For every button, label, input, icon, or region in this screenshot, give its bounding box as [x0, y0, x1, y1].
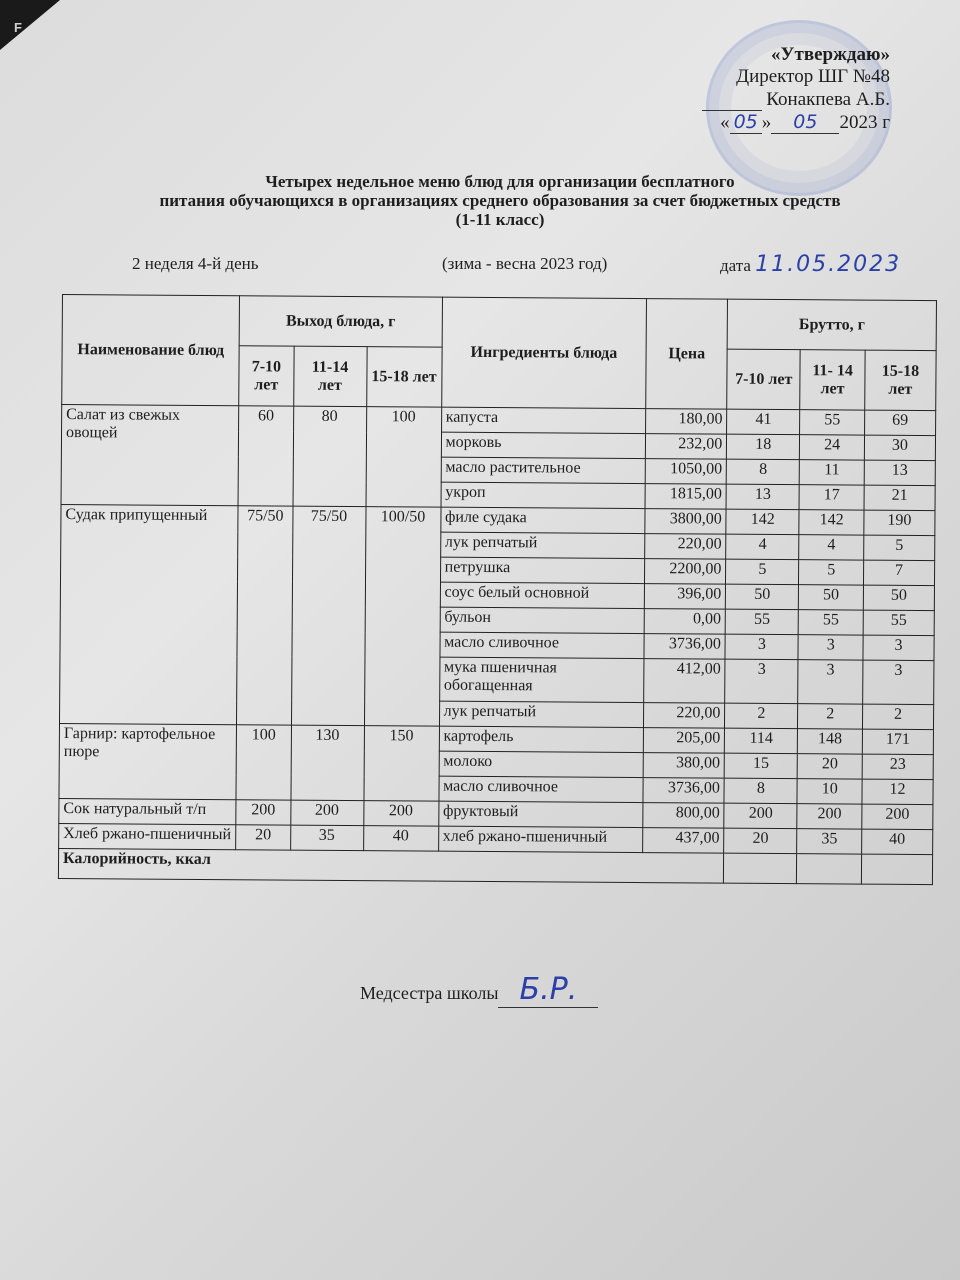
ingredient-price: 800,00: [643, 803, 725, 829]
gross-age2: 4: [799, 535, 864, 560]
ingredient-name: капуста: [441, 407, 646, 433]
gross-age1: 114: [725, 728, 798, 754]
gross-age1: 55: [725, 609, 798, 635]
table-row: [59, 723, 933, 754]
yield-age2: 75/50: [291, 506, 366, 726]
gross-age3: 23: [862, 754, 933, 779]
ingredient-name: хлеб ржано-пшеничный: [438, 826, 643, 852]
gross-age1: 18: [727, 434, 800, 460]
header-yield-age1: 7-10 лет: [239, 346, 294, 406]
header-yield: Выход блюда, г: [239, 296, 442, 347]
header-dish-name: Наименование блюд: [62, 295, 240, 406]
ingredient-price: 220,00: [643, 703, 725, 729]
gross-age3: 50: [863, 585, 934, 610]
approval-year: 2023 г: [839, 112, 890, 133]
ingredient-name: петрушка: [440, 557, 645, 583]
gross-age2: 20: [797, 754, 862, 779]
gross-age1: 41: [727, 409, 800, 435]
gross-age2: 2: [798, 704, 863, 729]
ingredient-price: 232,00: [645, 434, 727, 460]
handwritten-date: 11.05.2023: [755, 252, 902, 277]
gross-age1: 2: [725, 703, 798, 729]
ingredient-name: лук репчатый: [440, 532, 645, 558]
gross-age3: 3: [863, 635, 934, 660]
yield-age3: 200: [363, 801, 438, 827]
gross-age1: 13: [726, 484, 799, 510]
director-signature: [702, 88, 762, 111]
document-title: Четырех недельное меню блюд для организации бесплатного питания обучающихся в организациях среднего образования за счет бюджетных средств (1-11 класс): [159, 172, 841, 229]
director-name: Конакпева А.Б.: [766, 89, 890, 110]
approval-month: 05: [771, 111, 839, 134]
header-ingredients: Ингредиенты блюда: [441, 297, 646, 408]
week-day: 2 неделя 4-й день: [132, 254, 259, 273]
gross-age2: 55: [798, 610, 863, 635]
gross-age3: 171: [862, 729, 933, 754]
ingredient-name: масло сливочное: [440, 632, 645, 658]
dish-name: Гарнир: картофельное пюре: [59, 723, 237, 799]
header-gross: Брутто, г: [727, 299, 936, 350]
header-gross-age3: 15-18 лет: [865, 350, 936, 410]
gross-age2: 55: [800, 410, 865, 435]
gross-age2: 3: [798, 635, 863, 660]
gross-age2: 50: [799, 585, 864, 610]
gross-age2: 11: [800, 460, 865, 485]
yield-age1: 60: [238, 406, 293, 506]
gross-age1: 3: [725, 659, 798, 704]
gross-age2: 148: [798, 729, 863, 754]
corner-mark: F: [14, 20, 22, 35]
ingredient-name: укроп: [441, 482, 646, 508]
approval-block: [702, 44, 890, 134]
gross-age3: 200: [862, 804, 933, 829]
ingredient-name: масло сливочное: [439, 776, 644, 802]
ingredient-name: мука пшеничная обогащенная: [439, 657, 644, 702]
ingredient-price: 380,00: [643, 753, 725, 779]
header-price: Цена: [646, 299, 728, 410]
header-gross-age2: 11- 14 лет: [800, 350, 865, 410]
gross-age3: 5: [864, 535, 935, 560]
gross-age3: 12: [862, 779, 933, 804]
nurse-label: Медсестра школы: [360, 983, 499, 1003]
season: (зима - весна 2023 год): [442, 254, 608, 273]
ingredient-name: масло растительное: [441, 457, 646, 483]
gross-age2: 3: [798, 660, 863, 704]
gross-age2: 17: [799, 485, 864, 510]
gross-age3: 2: [862, 704, 933, 729]
ingredient-price: 437,00: [643, 828, 725, 854]
yield-age2: 35: [290, 825, 363, 851]
gross-age1: 20: [724, 828, 797, 854]
ingredient-price: 205,00: [643, 728, 725, 754]
yield-age1: 75/50: [237, 506, 293, 725]
approval-heading: «Утверждаю»: [771, 44, 890, 65]
gross-age1: 50: [726, 584, 799, 610]
ingredient-price: 3736,00: [643, 778, 725, 804]
yield-age3: 100/50: [364, 507, 441, 727]
approval-date: « 05 » 05 2023 г: [720, 111, 890, 133]
ingredient-name: картофель: [439, 726, 644, 752]
gross-age2: 142: [799, 510, 864, 535]
ingredient-price: 0,00: [644, 609, 726, 635]
header-gross-age1: 7-10 лет: [727, 349, 800, 410]
yield-age2: 80: [293, 406, 367, 507]
yield-age1: 200: [236, 800, 290, 825]
dish-name: Хлеб ржано-пшеничный: [59, 823, 236, 849]
gross-age3: 3: [863, 660, 934, 704]
gross-age2: 200: [797, 804, 862, 829]
gross-age2: 10: [797, 779, 862, 804]
table-row: [61, 504, 935, 535]
yield-age2: 200: [290, 800, 363, 826]
ingredient-name: соус белый основной: [440, 582, 645, 608]
calories-row: [58, 848, 932, 884]
gross-age1: 200: [724, 803, 797, 829]
dish-name: Судак припущенный: [60, 504, 239, 724]
gross-age3: 190: [864, 510, 935, 535]
calories-value: [724, 853, 797, 884]
gross-age3: 21: [864, 485, 935, 510]
ingredient-name: филе судака: [440, 507, 645, 533]
yield-age3: 40: [363, 826, 438, 852]
calories-value: [861, 854, 932, 884]
gross-age2: 5: [799, 560, 864, 585]
header-yield-age2: 11-14 лет: [293, 346, 366, 407]
ingredient-name: бульон: [440, 607, 645, 633]
ingredient-price: 396,00: [644, 584, 726, 610]
header-yield-age3: 15-18 лет: [366, 347, 441, 408]
ingredient-price: 3800,00: [645, 509, 727, 535]
ingredient-price: 1815,00: [645, 484, 727, 510]
yield-age2: 130: [290, 725, 364, 801]
menu-table: [58, 294, 937, 885]
yield-age3: 150: [363, 726, 439, 802]
ingredient-price: 3736,00: [644, 634, 726, 660]
gross-age2: 35: [797, 829, 862, 854]
approval-position: Директор ШГ №48: [736, 66, 890, 87]
gross-age3: 30: [864, 435, 935, 460]
ingredient-name: лук репчатый: [439, 701, 644, 727]
nurse-signature: Б.Р.: [498, 972, 598, 1008]
nurse-signature-line: [360, 972, 598, 1008]
gross-age3: 69: [865, 410, 936, 435]
ingredient-price: 180,00: [646, 409, 728, 435]
gross-age1: 15: [724, 753, 797, 779]
ingredient-name: молоко: [439, 751, 644, 777]
dish-name: Салат из свежых овощей: [61, 405, 239, 506]
yield-age3: 100: [366, 407, 442, 508]
ingredient-price: 220,00: [645, 534, 727, 560]
gross-age3: 13: [864, 460, 935, 485]
ingredient-name: морковь: [441, 432, 646, 458]
yield-age1: 100: [236, 725, 291, 800]
ingredient-price: 1050,00: [645, 459, 727, 485]
calories-label: Калорийность, ккал: [58, 848, 724, 883]
calories-value: [797, 854, 862, 884]
gross-age1: 142: [726, 509, 799, 535]
gross-age3: 7: [863, 560, 934, 585]
gross-age1: 8: [724, 778, 797, 804]
table-row: [62, 405, 936, 436]
ingredient-price: 2200,00: [644, 559, 726, 585]
gross-age1: 4: [726, 534, 799, 560]
gross-age1: 3: [725, 634, 798, 660]
date-field: дата 11.05.2023: [720, 252, 902, 277]
yield-age1: 20: [236, 825, 290, 850]
approval-day: 05: [730, 111, 762, 134]
dish-name: Сок натуральный т/п: [59, 798, 236, 824]
gross-age2: 24: [800, 435, 865, 460]
gross-age3: 55: [863, 610, 934, 635]
gross-age1: 8: [727, 459, 800, 485]
gross-age1: 5: [726, 559, 799, 585]
ingredient-price: 412,00: [644, 659, 726, 704]
ingredient-name: фруктовый: [438, 801, 643, 827]
gross-age3: 40: [862, 829, 933, 854]
